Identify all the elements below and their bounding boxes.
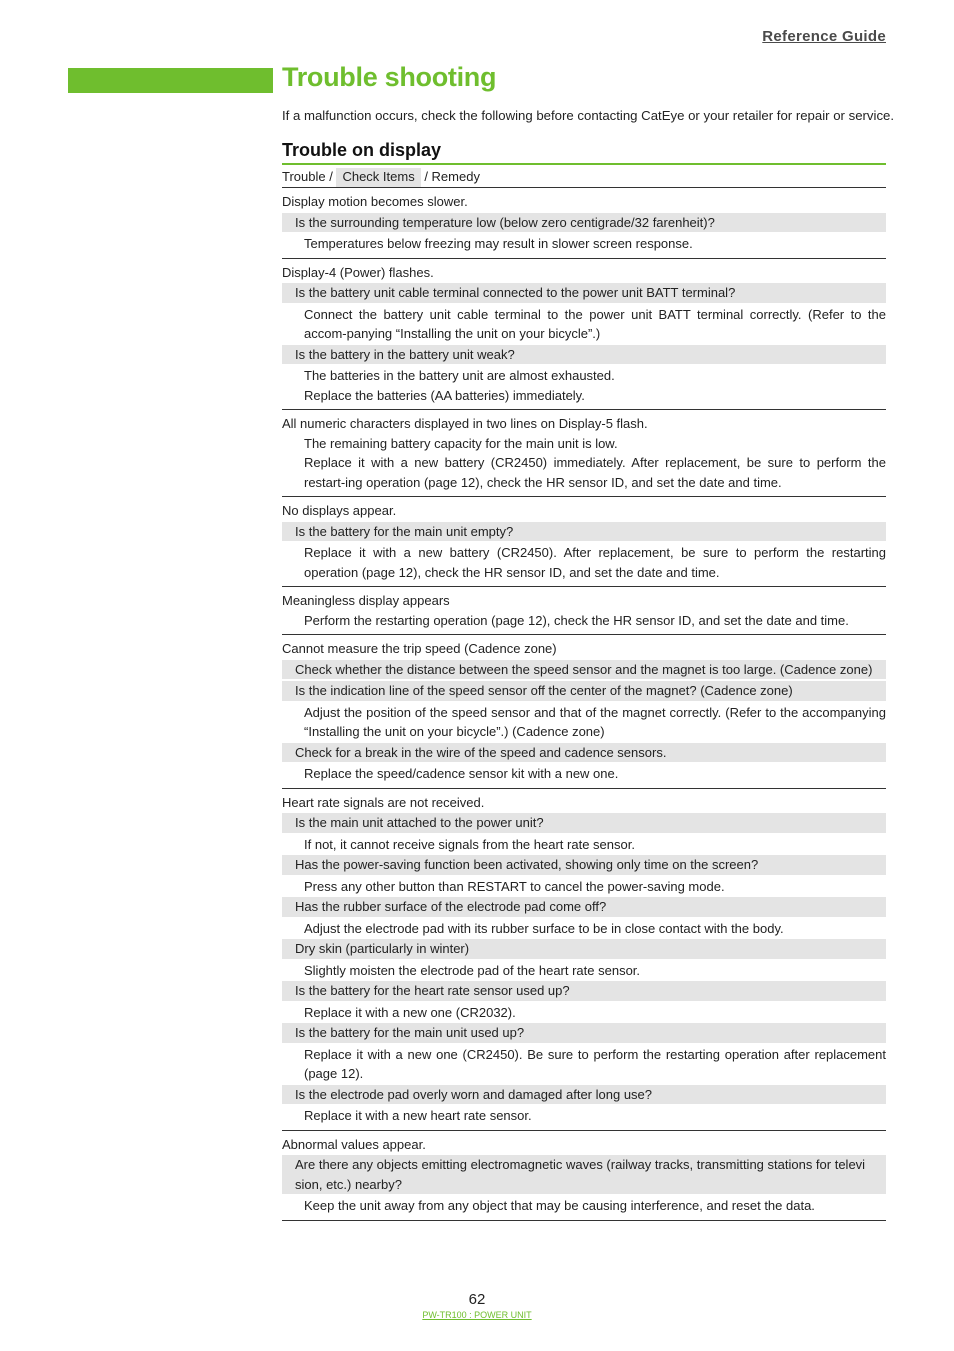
remedy-text: Replace it with a new heart rate sensor. <box>304 1108 532 1123</box>
remedy-text: Connect the battery unit cable terminal to the power unit BATT terminal correctly. (Refer to the accom-panying “Installing the unit on your bicycle”.) <box>304 306 886 341</box>
check-item: Is the battery in the battery unit weak? <box>282 345 886 365</box>
trouble-group <box>282 497 886 587</box>
trouble-title: Abnormal values appear. <box>282 1136 426 1152</box>
check-item: Has the power-saving function been activated, showing only time on the screen? <box>282 855 886 875</box>
legend-separator: / <box>325 169 337 184</box>
check-item: Dry skin (particularly in winter) <box>282 939 886 959</box>
remedy-text: Perform the restarting operation (page 12), check the HR sensor ID, and set the date and time. <box>304 612 849 628</box>
remedy-text: Adjust the position of the speed sensor and that of the magnet correctly. (Refer to the accompanying “Installing the unit on your bicycle”.) (Cadence zone) <box>304 704 886 739</box>
trouble-group <box>282 410 886 497</box>
remedy-text: The batteries in the battery unit are almost exhausted. <box>304 368 615 383</box>
check-item: Check for a break in the wire of the speed and cadence sensors. <box>282 743 886 763</box>
remedy-text: Adjust the electrode pad with its rubber surface to be in close contact with the body. <box>304 920 784 936</box>
trouble-group <box>282 635 886 789</box>
remedy-text: Replace the speed/cadence sensor kit with a new one. <box>304 766 619 781</box>
check-item: Is the battery for the main unit used up? <box>282 1023 886 1043</box>
remedy-text: The remaining battery capacity for the main unit is low. <box>304 435 618 451</box>
remedy-text: Slightly moisten the electrode pad of the heart rate sensor. <box>304 962 641 978</box>
remedy-text: Replace it with a new battery (CR2450). After replacement, be sure to perform the restarting operation (page 12), check the HR sensor ID, and set the date and time. <box>304 545 886 580</box>
reference-guide-link[interactable]: Reference Guide <box>762 28 886 45</box>
check-item: Are there any objects emitting electromagnetic waves (railway tracks, transmitting stations for televi sion, etc.) nearby? <box>282 1155 886 1194</box>
trouble-title: All numeric characters displayed in two lines on Display-5 flash. <box>282 416 648 431</box>
remedy-text: Replace it with a new one (CR2032). <box>304 1004 516 1020</box>
trouble-title: Heart rate signals are not received. <box>282 794 485 810</box>
trouble-group <box>282 789 886 1131</box>
trouble-group <box>282 188 886 259</box>
check-item: Is the electrode pad overly worn and damaged after long use? <box>282 1085 886 1105</box>
legend-check-items: Check Items <box>336 168 420 187</box>
section-heading: Trouble on display <box>282 139 886 165</box>
check-item: Is the surrounding temperature low (below zero centigrade/32 farenheit)? <box>282 213 886 233</box>
remedy-text: Keep the unit away from any object that may be causing interference, and reset the data. <box>304 1198 815 1213</box>
check-item: Check whether the distance between the speed sensor and the magnet is too large. (Cadence zone) <box>282 660 886 680</box>
page-title: Trouble shooting <box>282 62 497 92</box>
legend-remedy: Remedy <box>431 169 480 184</box>
check-item: Is the battery for the main unit empty? <box>282 522 886 542</box>
remedy-text: Temperatures below freezing may result in slower screen response. <box>304 236 693 251</box>
trouble-group <box>282 587 886 635</box>
trouble-title: No displays appear. <box>282 503 397 518</box>
trouble-title: Display-4 (Power) flashes. <box>282 264 434 280</box>
trouble-section <box>282 139 886 1221</box>
trouble-title: Meaningless display appears <box>282 593 450 608</box>
legend-row <box>282 165 886 188</box>
remedy-text: Press any other button than RESTART to cancel the power-saving mode. <box>304 878 725 894</box>
trouble-title: Cannot measure the trip speed (Cadence zone) <box>282 641 557 656</box>
legend-separator: / <box>420 169 432 184</box>
check-item: Has the rubber surface of the electrode pad come off? <box>282 897 886 917</box>
check-item: Is the battery unit cable terminal connected to the power unit BATT terminal? <box>282 283 886 303</box>
trouble-list <box>282 188 886 1221</box>
title-accent-bar <box>68 68 273 93</box>
legend-trouble: Trouble <box>282 169 326 184</box>
check-item: Is the main unit attached to the power unit? <box>282 813 886 833</box>
page-number: 62 <box>468 1291 486 1308</box>
trouble-title: Display motion becomes slower. <box>282 194 468 209</box>
intro-text: If a malfunction occurs, check the following before contacting CatEye or your retailer for repair or service. <box>282 108 895 123</box>
trouble-group <box>282 259 886 411</box>
check-item: Is the battery for the heart rate sensor used up? <box>282 981 886 1001</box>
remedy-text: Replace it with a new one (CR2450). Be sure to perform the restarting operation after replacement (page 12). <box>304 1046 886 1081</box>
footer-model-link[interactable]: PW-TR100 : POWER UNIT <box>422 1310 532 1320</box>
remedy-text: Replace the batteries (AA batteries) immediately. <box>304 387 585 403</box>
remedy-text: Replace it with a new battery (CR2450) immediately. After replacement, be sure to perform the restart-ing operation (page 12), check the HR sensor ID, and set the date and time. <box>304 455 886 490</box>
remedy-text: If not, it cannot receive signals from the heart rate sensor. <box>304 836 635 852</box>
check-item: Is the indication line of the speed sensor off the center of the magnet? (Cadence zone) <box>282 681 886 701</box>
trouble-group <box>282 1131 886 1221</box>
